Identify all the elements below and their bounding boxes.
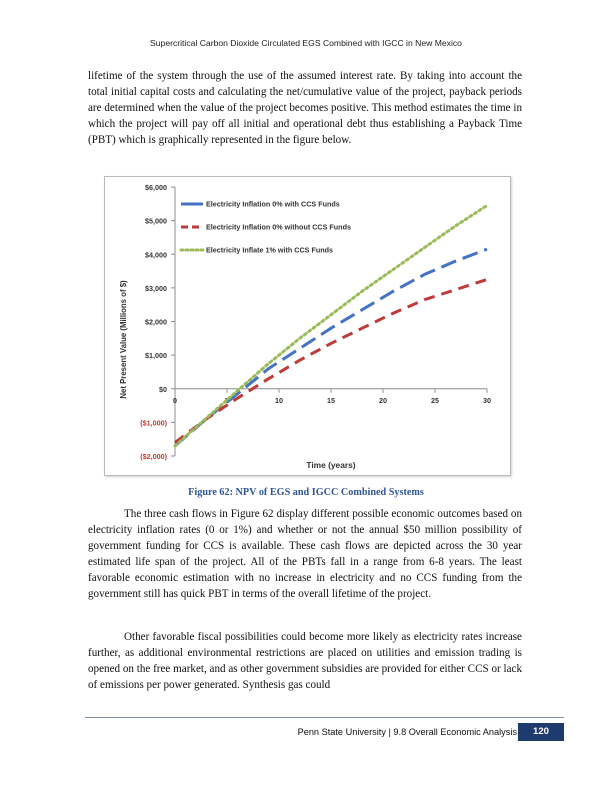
x-tick-label: 0 [173,395,177,405]
y-tick-label: ($2,000) [140,452,167,461]
running-header: Supercritical Carbon Dioxide Circulated EGS Combined with IGCC in New Mexico [150,38,462,48]
y-tick-label: $0 [159,384,167,394]
body-paragraph-2: The three cash flows in Figure 62 display different possible economic outcomes based on electricity inflation rates (0 or 1%) and whether or not the annual $50 million possibility of government funding for CCS is available. These cash flows are depicted across the 30 year estimated life span of the project. All of the PBTs fall in a range from 6-8 years. The least favorable economic estimation with no increase in electricity and no CCS funding from the government still has quick PBT in terms of the overall lifetime of the project. [88,508,522,600]
y-tick-label: $5,000 [145,216,167,226]
x-tick-label: 15 [327,395,335,405]
body-paragraph-1: lifetime of the system through the use of the assumed interest rate. By taking into account the total initial capital costs and calculating the net/cumulative value of the project, payback periods are determined when the value of the project becomes positive. This method estimates the time in which the project will pay off all initial and operational debt thus establishing a Payback Time (PBT) which is graphically represented in the figure below. [88,70,522,146]
y-tick-label: ($1,000) [140,418,167,428]
y-axis-title: Net Present Value (Millions of $) [119,280,128,399]
y-tick-label: $2,000 [145,317,167,327]
body-paragraph-3: Other favorable fiscal possibilities could become more likely as electricity rates increase further, as additional environmental restrictions are placed on utilities and emission trading is opened on the free market, and as other government subsidies are provided for either CCS or lack of emissions per power generated. Synthesis gas could [88,631,522,691]
npv-chart-svg [105,177,512,477]
x-tick-label: 25 [431,395,439,405]
page-number: 120 [518,723,564,741]
x-tick-label: 5 [225,395,229,405]
footer-text: Penn State University | 9.8 Overall Economic Analysis [297,727,517,737]
x-tick-label: 30 [483,395,491,405]
x-tick-label: 20 [379,395,387,405]
legend-label-3: Electricity Inflate 1% with CCS Funds [206,245,334,255]
legend-label-2: Electricity Inflation 0% without CCS Funds [206,222,351,232]
y-tick-label: $4,000 [145,250,167,260]
footer-rule [85,717,564,718]
x-tick-label: 10 [275,395,283,405]
legend-label-1: Electricity Inflation 0% with CCS Funds [206,199,340,209]
figure-caption: Figure 62: NPV of EGS and IGCC Combined Systems [188,487,424,498]
npv-chart [104,176,511,476]
x-axis-title: Time (years) [306,460,356,470]
y-tick-label: $3,000 [145,283,167,293]
series-line-1 [175,249,487,446]
chart-legend [181,200,351,255]
series-line-2 [175,280,487,443]
y-tick-label: $6,000 [145,183,167,192]
y-tick-label: $1,000 [145,351,167,361]
